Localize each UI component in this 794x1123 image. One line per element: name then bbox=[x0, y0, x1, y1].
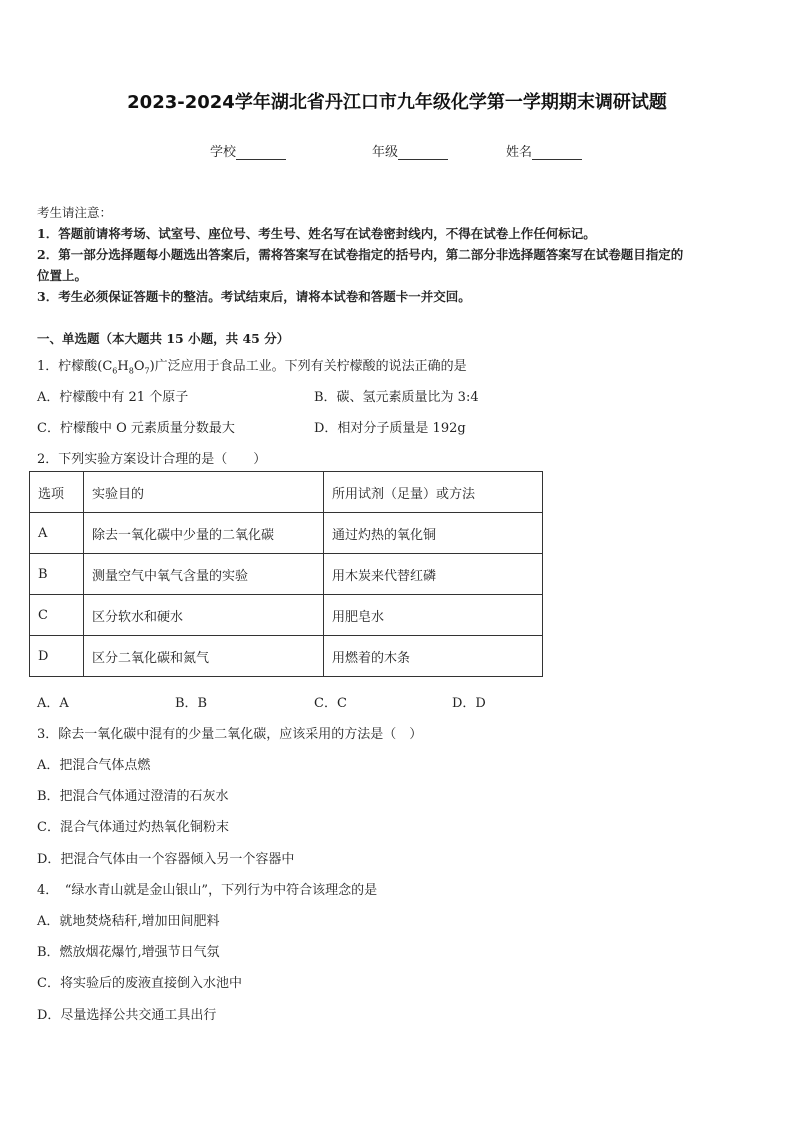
school-field bbox=[210, 141, 286, 160]
question-2-stem: 2．下列实验方案设计合理的是（ ） bbox=[37, 452, 267, 467]
q2-option-c: C．C bbox=[314, 696, 347, 711]
table-cell: D bbox=[30, 636, 84, 677]
q1-o: O bbox=[133, 359, 145, 374]
table-row bbox=[30, 554, 543, 595]
q2-table bbox=[29, 471, 543, 677]
name-blank bbox=[532, 145, 582, 160]
q1-option-d: D．相对分子质量是 192g bbox=[314, 421, 466, 436]
q1-h: H bbox=[117, 359, 129, 374]
table-cell: C bbox=[30, 595, 84, 636]
q1-prefix: 1．柠檬酸(C bbox=[37, 359, 113, 374]
q2-option-b: B．B bbox=[175, 696, 208, 711]
school-label: 学校 bbox=[210, 145, 237, 160]
table-cell: 通过灼热的氧化铜 bbox=[324, 513, 543, 554]
table-row bbox=[30, 636, 543, 677]
name-field bbox=[506, 141, 582, 160]
notice-item-2: 2．第一部分选择题每小题选出答案后，需将答案写在试卷指定的括号内，第二部分非选择题答案写在试卷题目指定的 bbox=[37, 247, 684, 262]
q1-suffix: )广泛应用于食品工业。下列有关柠檬酸的说法正确的是 bbox=[149, 359, 467, 374]
question-3-stem: 3．除去一氧化碳中混有的少量二氧化碳，应该采用的方法是（ ） bbox=[37, 727, 423, 742]
notice-item-2-cont: 位置上。 bbox=[37, 268, 88, 283]
q3-option-b: B．把混合气体通过澄清的石灰水 bbox=[37, 789, 229, 804]
section-heading: 一、单选题（本大题共 15 小题，共 45 分） bbox=[37, 331, 290, 346]
q4-option-c: C．将实验后的废液直接倒入水池中 bbox=[37, 976, 242, 991]
table-cell: 用木炭来代替红磷 bbox=[324, 554, 543, 595]
q1-option-a: A．柠檬酸中有 21 个原子 bbox=[37, 390, 189, 405]
header-cell: 实验目的 bbox=[84, 472, 324, 513]
q1-sub-6: 6 bbox=[112, 366, 118, 376]
table-cell: 除去一氧化碳中少量的二氧化碳 bbox=[84, 513, 324, 554]
table-cell: 用燃着的木条 bbox=[324, 636, 543, 677]
q1-sub-7: 7 bbox=[144, 366, 150, 376]
header-cell: 选项 bbox=[30, 472, 84, 513]
table-cell: A bbox=[30, 513, 84, 554]
table-cell: 测量空气中氧气含量的实验 bbox=[84, 554, 324, 595]
q1-option-c: C．柠檬酸中 O 元素质量分数最大 bbox=[37, 421, 235, 436]
name-label: 姓名 bbox=[506, 145, 533, 160]
grade-label: 年级 bbox=[372, 145, 399, 160]
q3-option-a: A．把混合气体点燃 bbox=[37, 758, 151, 773]
notice-item-1: 1．答题前请将考场、试室号、座位号、考生号、姓名写在试卷密封线内，不得在试卷上作任何标记。 bbox=[37, 226, 596, 241]
grade-field bbox=[372, 141, 448, 160]
question-4-stem: 4． “绿水青山就是金山银山”，下列行为中符合该理念的是 bbox=[37, 883, 378, 898]
q2-option-d: D．D bbox=[452, 696, 486, 711]
table-cell: 区分二氧化碳和氮气 bbox=[84, 636, 324, 677]
notice-item-3: 3．考生必须保证答题卡的整洁。考试结束后，请将本试卷和答题卡一并交回。 bbox=[37, 289, 471, 304]
table-row bbox=[30, 513, 543, 554]
table-header-row bbox=[30, 472, 543, 513]
q1-sub-8: 8 bbox=[128, 366, 134, 376]
question-1-stem bbox=[37, 355, 467, 376]
q3-option-d: D．把混合气体由一个容器倾入另一个容器中 bbox=[37, 852, 295, 867]
q4-option-a: A．就地焚烧秸秆,增加田间肥料 bbox=[37, 914, 220, 929]
q3-option-c: C．混合气体通过灼热氧化铜粉末 bbox=[37, 820, 229, 835]
q4-option-b: B．燃放烟花爆竹,增强节日气氛 bbox=[37, 945, 220, 960]
header-cell: 所用试剂（足量）或方法 bbox=[324, 472, 543, 513]
table-cell: 区分软水和硬水 bbox=[84, 595, 324, 636]
table-cell: B bbox=[30, 554, 84, 595]
q2-option-a: A．A bbox=[37, 696, 69, 711]
q4-option-d: D．尽量选择公共交通工具出行 bbox=[37, 1008, 217, 1023]
table-cell: 用肥皂水 bbox=[324, 595, 543, 636]
school-blank bbox=[236, 145, 286, 160]
table-row bbox=[30, 595, 543, 636]
page-title: 2023-2024学年湖北省丹江口市九年级化学第一学期期末调研试题 bbox=[127, 92, 667, 113]
grade-blank bbox=[398, 145, 448, 160]
notice-heading: 考生请注意： bbox=[37, 205, 113, 220]
q1-option-b: B．碳、氢元素质量比为 3:4 bbox=[314, 390, 479, 405]
